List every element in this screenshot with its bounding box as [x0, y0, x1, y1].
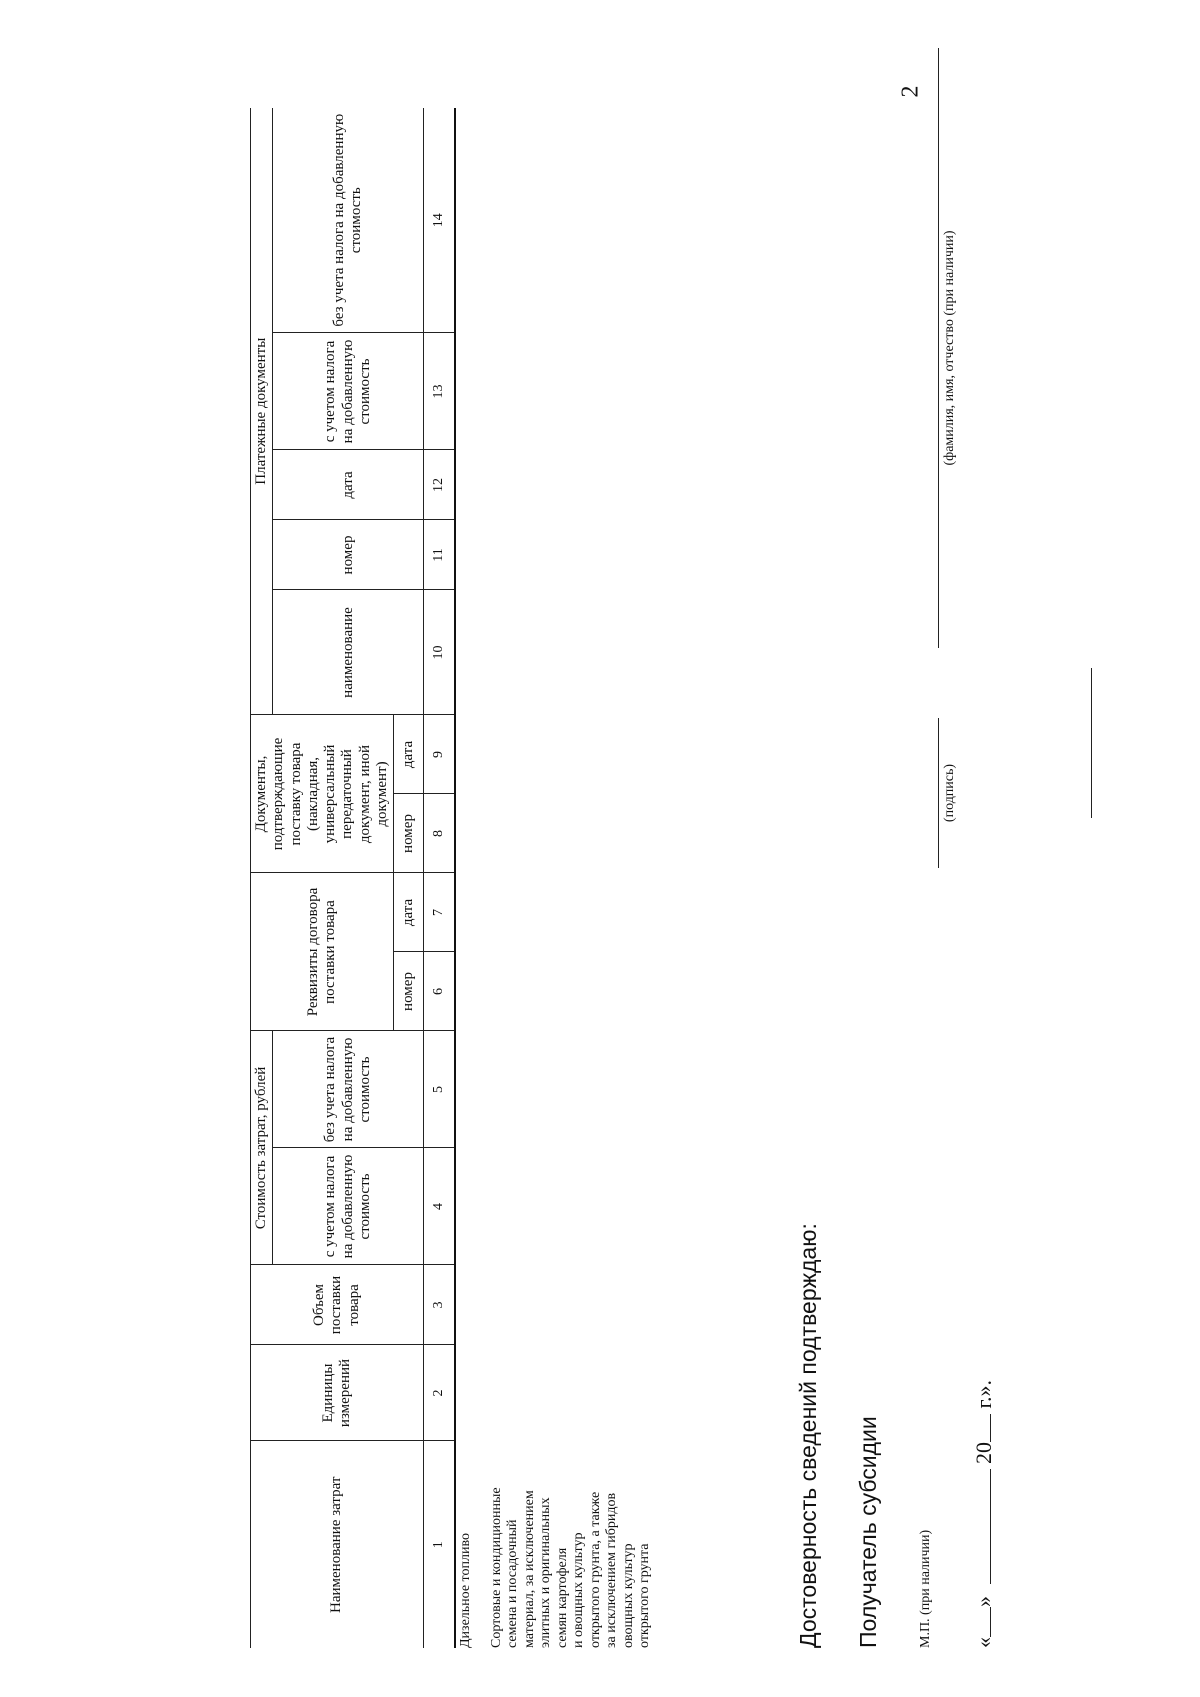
rotated-page-content: [50, 48, 1150, 1648]
item-diesel: Дизельное топливо: [458, 1533, 473, 1648]
confirmation-heading: Достоверность сведений подтверждаю:: [795, 1223, 821, 1648]
header-delivery-group: Документы, подтверждающие поставку товара (накладная, универсальный передаточный документ, иной документ): [251, 715, 394, 873]
header-contract-date: дата: [394, 873, 424, 952]
column-number: 4: [424, 1148, 456, 1265]
item-seeds-line: Сортовые и кондиционные: [488, 1487, 504, 1648]
name-caption: (фамилия, имя, отчество (при наличии): [942, 230, 957, 466]
header-cost-with-vat: с учетом налога на добавленную стоимость: [273, 1148, 424, 1265]
cost-items-list: [458, 1448, 654, 1648]
stamp-line: [1091, 668, 1092, 818]
header-units: Единицы измерений: [251, 1345, 424, 1441]
header-payment-date: дата: [273, 450, 424, 520]
name-line: [938, 48, 939, 648]
date-mid-quote: »: [971, 1596, 996, 1607]
column-number: 12: [424, 450, 456, 520]
column-number: 10: [424, 590, 456, 715]
column-number: 14: [424, 108, 456, 333]
item-seeds-line: семена и посадочный: [505, 1519, 521, 1648]
column-number: 8: [424, 794, 456, 873]
item-seeds-line: материал, за исключением: [521, 1490, 537, 1648]
column-numbers-row: [424, 108, 456, 1648]
header-contract-number: номер: [394, 952, 424, 1031]
header-volume: Объем поставки товара: [251, 1265, 424, 1345]
header-payment-name: наименование: [273, 590, 424, 715]
item-seeds-line: семян картофеля: [554, 1547, 570, 1648]
date-line: [971, 1380, 997, 1648]
date-year-prefix: 20: [971, 1442, 996, 1464]
item-seeds-line: открытого грунта, а также: [587, 1491, 603, 1648]
header-payment-number: номер: [273, 520, 424, 590]
header-contract-group: Реквизиты договора поставки товара: [251, 873, 394, 1031]
recipient-label: Получатель субсидии: [855, 1416, 881, 1648]
header-payment-group: Платежные документы: [251, 108, 273, 715]
column-number: 13: [424, 333, 456, 450]
column-number: 7: [424, 873, 456, 952]
header-payment-without-vat: без учета налога на добавленную стоимость: [273, 108, 424, 333]
header-row-1: [251, 108, 273, 1648]
date-close: г.».: [971, 1379, 996, 1409]
document-body: [50, 48, 1150, 1648]
stamp-note: М.П. (при наличии): [918, 1529, 933, 1648]
column-number: 9: [424, 715, 456, 794]
item-seeds-line: элитных и оригинальных: [538, 1497, 554, 1648]
column-number: 5: [424, 1031, 456, 1148]
item-seeds-line: открытого грунта: [637, 1543, 653, 1648]
header-delivery-date: дата: [394, 715, 424, 794]
costs-table: [250, 108, 456, 1648]
item-seeds-line: овощных культур: [620, 1543, 636, 1648]
date-open-quote: «: [971, 1637, 996, 1648]
header-cost-group: Стоимость затрат, рублей: [251, 1031, 273, 1265]
page-number: 2: [897, 85, 924, 98]
signature-line: [938, 718, 939, 868]
header-cost-without-vat: без учета налога на добавленную стоимость: [273, 1031, 424, 1148]
column-number: 3: [424, 1265, 456, 1345]
column-number: 11: [424, 520, 456, 590]
header-payment-with-vat: с учетом налога на добавленную стоимость: [273, 333, 424, 450]
header-delivery-number: номер: [394, 794, 424, 873]
item-seeds-line: за исключением гибридов: [604, 1492, 620, 1648]
column-number: 2: [424, 1345, 456, 1441]
signature-caption: (подпись): [942, 763, 957, 823]
column-number: 1: [424, 1441, 456, 1648]
item-seeds-line: и овощных культур: [571, 1532, 587, 1648]
column-number: 6: [424, 952, 456, 1031]
header-cost-name: Наименование затрат: [251, 1441, 424, 1648]
